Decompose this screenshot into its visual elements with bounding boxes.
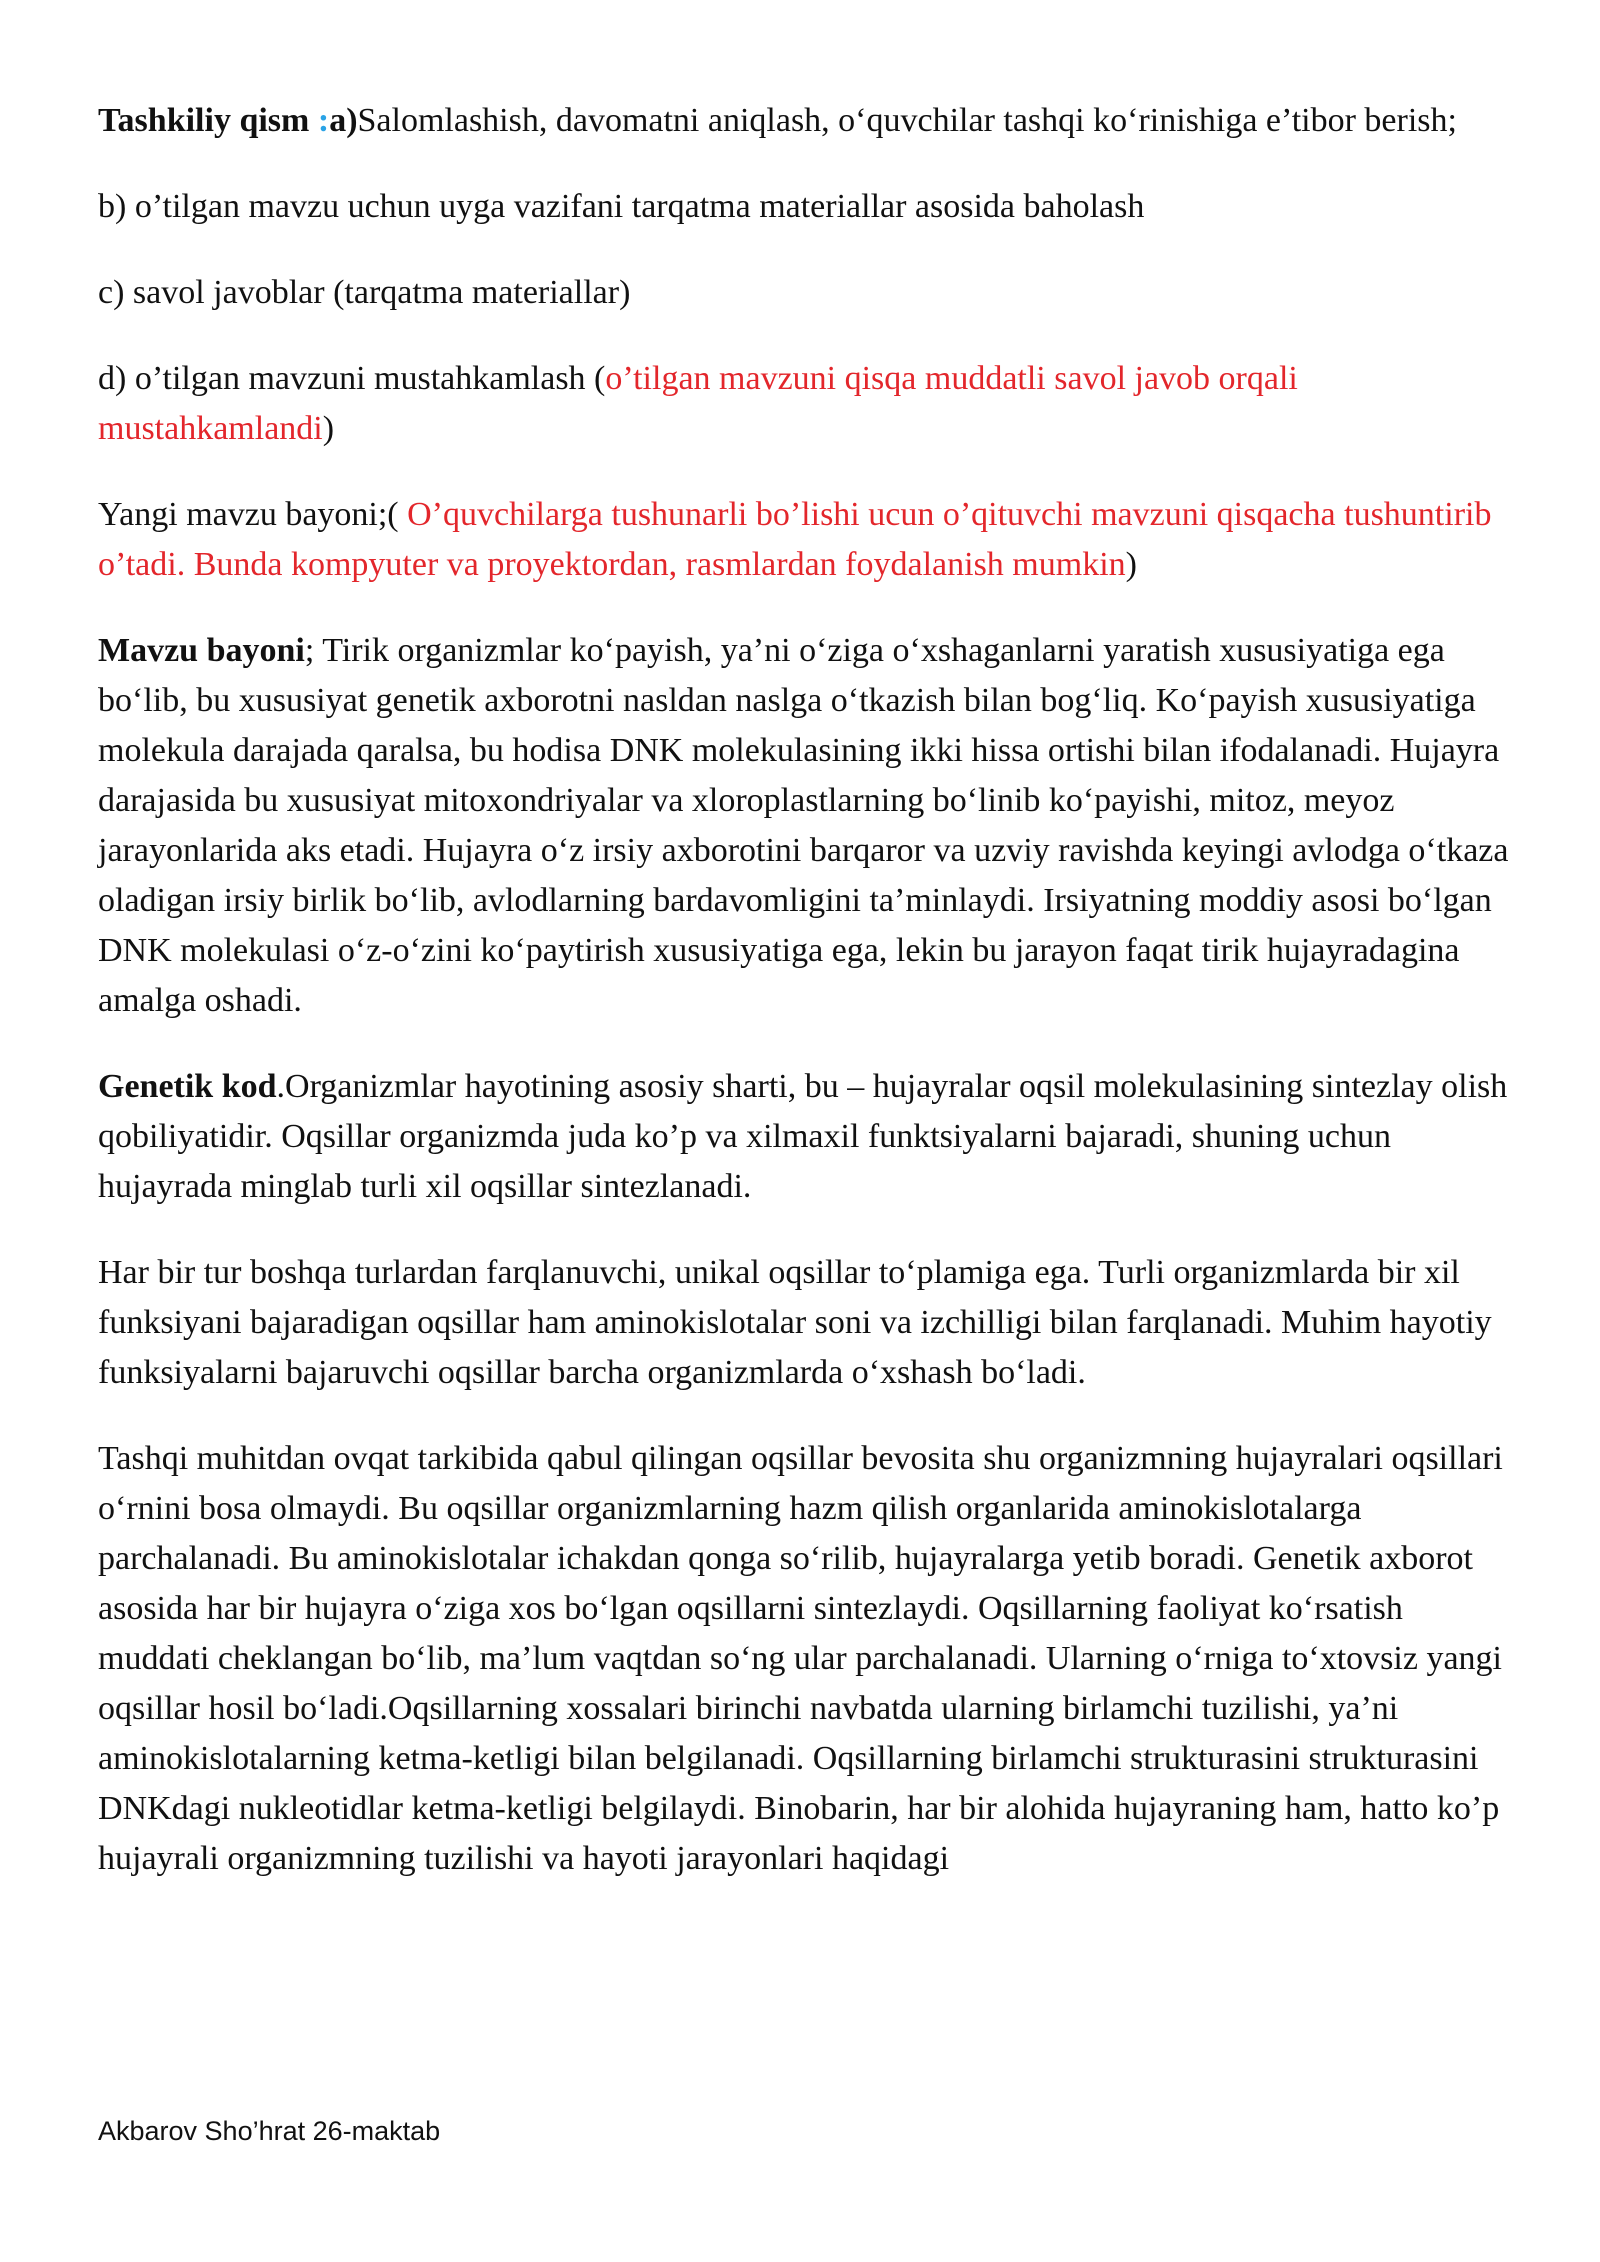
topic-statement-text: ; Tirik organizmlar ko‘payish, ya’ni o‘ziga o‘xshaganlarni yaratish xususiyatiga ega bo‘lib, bu xususiyat genetik axborotni nasldan naslga o‘tkazish bilan bog‘liq. Ko‘payish xususiyatiga molekula darajada qaralsa, bu hodisa DNK molekulasining ikki hissa ortishi bilan ifodalanadi. Hujayra darajasida bu xususiyat mitoxondriyalar va xloroplastlarning bo‘linib ko‘payishi, mitoz, meyoz jarayonlarida aks etadi. Hujayra o‘z irsiy axborotini barqaror va uzviy ravishda keyingi avlodga o‘tkaza oladigan irsiy birlik bo‘lib, avlodlarning bardavomligini ta’minlaydi. Irsiyatning moddiy asosi bo‘lgan DNK molekulasi o‘z-o‘zini ko‘paytirish xususiyatiga ega, lekin bu jarayon faqat tirik hujayradagina amalga oshadi. — [98, 632, 1509, 1019]
page-body — [98, 96, 1518, 1920]
item-d-close: ) — [322, 410, 335, 447]
genetic-code-text: .Organizmlar hayotining asosiy sharti, bu – hujayralar oqsil molekulasining sintezlay olish qobiliyatidir. Oqsillar organizmda juda ko’p va xilmaxil funktsiyalarni bajaradi, shuning uchun hujayrada minglab turli xil oqsillar sintezlanadi. — [98, 1068, 1508, 1205]
item-a-marker: a) — [329, 102, 358, 139]
paragraph-item-b: b) o’tilgan mavzu uchun uyga vazifani tarqatma materiallar asosida baholash — [98, 188, 1145, 225]
paragraph-unique-proteins: Har bir tur boshqa turlardan farqlanuvchi, unikal oqsillar to‘plamiga ega. Turli organizmlarda bir xil funksiyani bajaradigan oqsillar ham aminokislotalar soni va izchilligi bilan farqlanadi. Muhim hayotiy funksiyalarni bajaruvchi oqsillar barcha organizmlarda o‘xshash bo‘ladi. — [98, 1254, 1492, 1391]
paragraph-new-topic — [98, 490, 1518, 590]
organizational-part-label: Tashkiliy qism — [98, 102, 318, 139]
page-footer: Akbarov Sho’hrat 26-maktab — [98, 2116, 441, 2146]
item-a-text: Salomlashish, davomatni aniqlash, o‘quvchilar tashqi ko‘rinishiga e’tibor berish; — [357, 102, 1457, 139]
label-colon: : — [317, 102, 330, 139]
item-d-note: o’tilgan mavzuni qisqa muddatli savol javob orqali mustahkamlandi — [98, 360, 1298, 447]
topic-statement-label: Mavzu bayoni — [98, 632, 305, 669]
genetic-code-label: Genetik kod — [98, 1068, 277, 1105]
new-topic-close: ) — [1125, 546, 1137, 583]
paragraph-external-proteins: Tashqi muhitdan ovqat tarkibida qabul qilingan oqsillar bevosita shu organizmning hujayralari oqsillari o‘rnini bosa olmaydi. Bu oqsillar organizmlarning hazm qilish organlarida aminokislotalarga parchalanadi. Bu aminokislotalar ichakdan qonga so‘rilib, hujayralarga yetib boradi. Genetik axborot asosida har bir hujayra o‘ziga xos bo‘lgan oqsillarni sintezlaydi. Oqsillarning faoliyat ko‘rsatish muddati cheklangan bo‘lib, ma’lum vaqtdan so‘ng ular parchalanadi. Ularning o‘rniga to‘xtovsiz yangi oqsillar hosil bo‘ladi.Oqsillarning xossalari birinchi navbatda ularning birlamchi tuzilishi, ya’ni aminokislotalarning ketma-ketligi bilan belgilanadi. Oqsillarning birlamchi strukturasini strukturasini DNKdagi nukleotidlar ketma-ketligi belgilaydi. Binobarin, har bir alohida hujayraning ham, hatto ko’p hujayrali organizmning tuzilishi va hayoti jarayonlari haqidagi — [98, 1440, 1503, 1877]
item-d-text: d) o’tilgan mavzuni mustahkamlash ( — [98, 360, 606, 397]
new-topic-text: Yangi mavzu bayoni;( — [98, 496, 408, 533]
paragraph-genetic-code — [98, 1062, 1518, 1212]
paragraph-item-d — [98, 354, 1518, 454]
paragraph-organizational-part — [98, 96, 1518, 146]
paragraph-item-c: c) savol javoblar (tarqatma materiallar) — [98, 274, 631, 311]
new-topic-note: O’quvchilarga tushunarli bo’lishi ucun o’qituvchi mavzuni qisqacha tushuntirib o’tadi. Bunda kompyuter va proyektordan, rasmlardan foydalanish mumkin — [98, 496, 1492, 583]
paragraph-topic-statement — [98, 626, 1518, 1026]
